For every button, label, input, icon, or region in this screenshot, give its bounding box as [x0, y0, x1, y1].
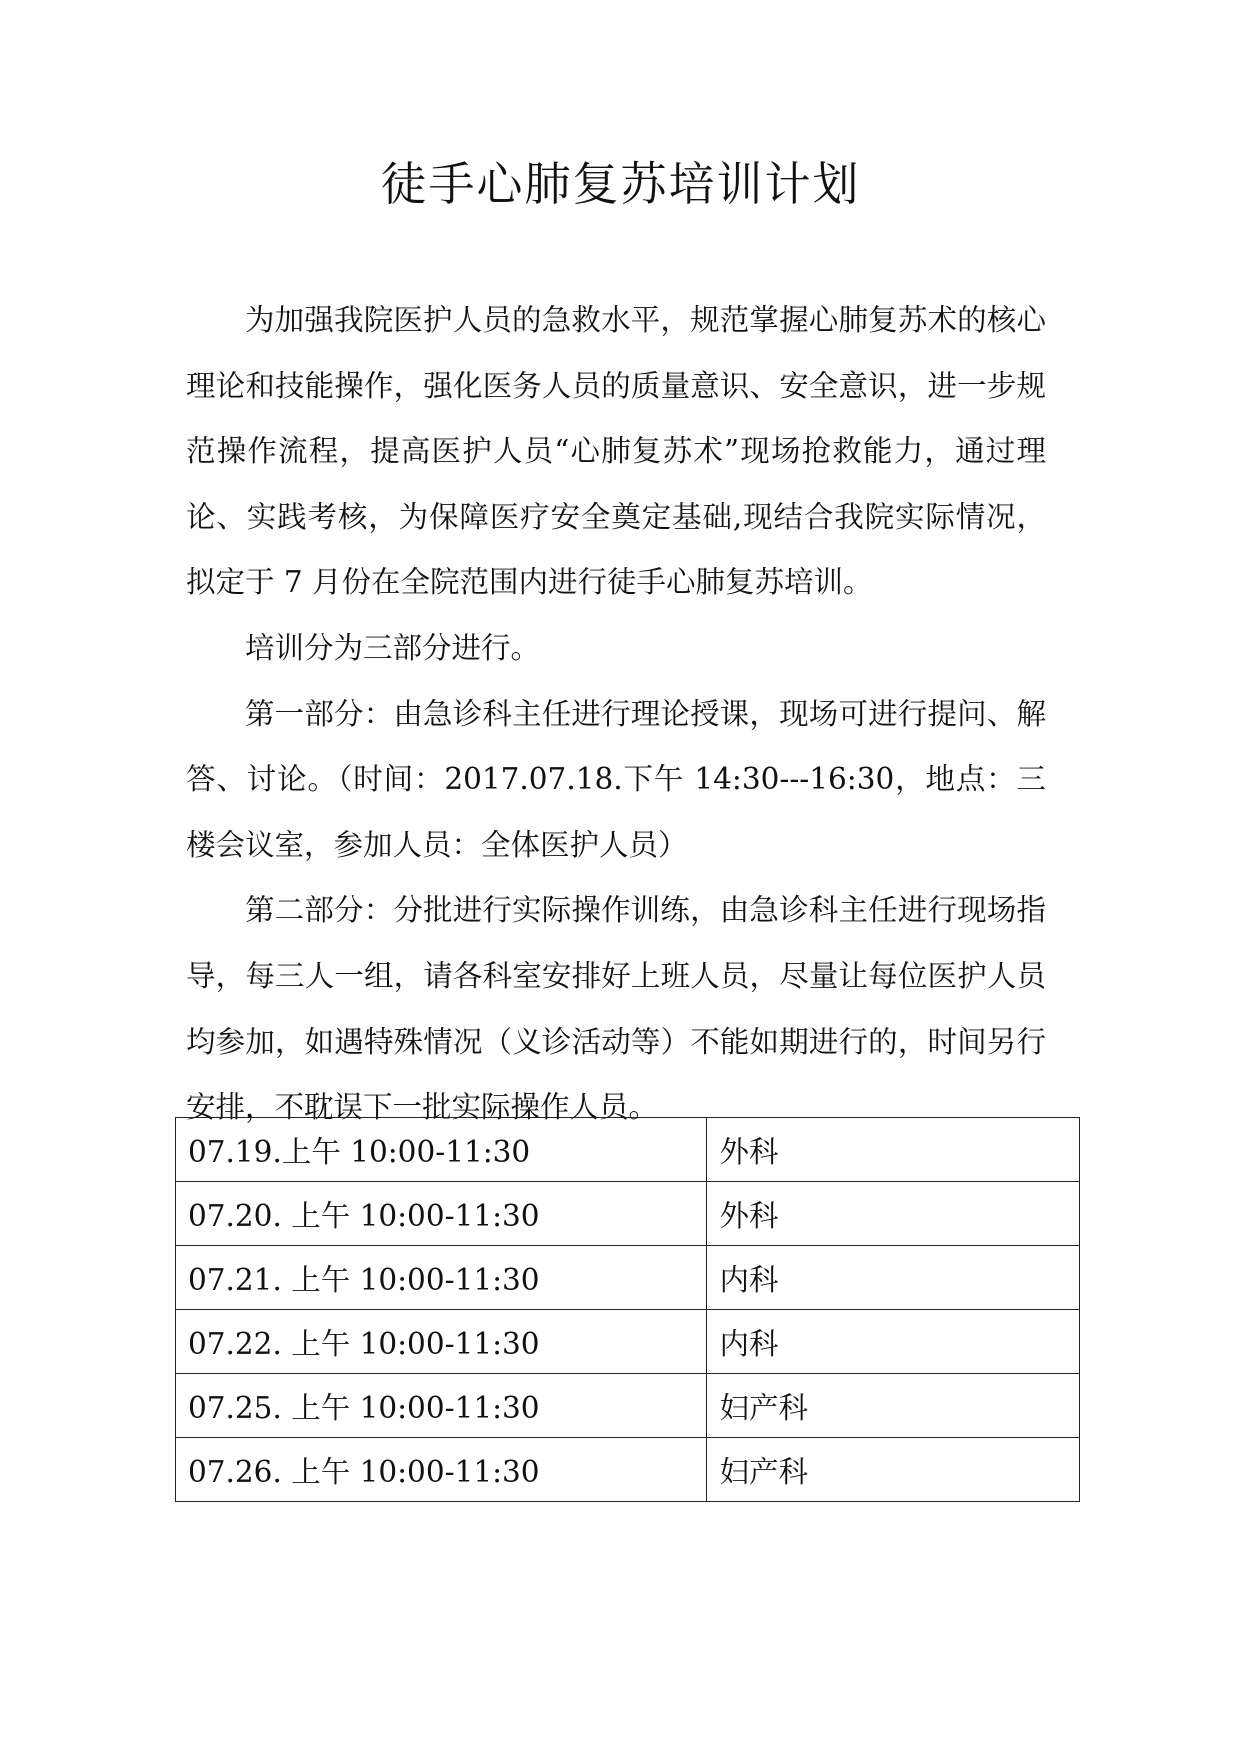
- schedule-department-cell: 外科: [707, 1182, 1080, 1246]
- part-two-paragraph: 第二部分：分批进行实际操作训练，由急诊科主任进行现场指导，每三人一组，请各科室安排好上班人员，尽量让每位医护人员均参加，如遇特殊情况（义诊活动等）不能如期进行的，时间另行安排，不耽误下一批实际操作人员。: [186, 893, 1046, 1125]
- page-title: 徒手心肺复苏培训计划: [380, 157, 861, 211]
- table-row: [176, 1118, 1080, 1182]
- table-row: [176, 1182, 1080, 1246]
- table-row: [176, 1438, 1080, 1502]
- table-row: [176, 1310, 1080, 1374]
- intro-paragraph: 为加强我院医护人员的急救水平，规范掌握心肺复苏术的核心理论和技能操作，强化医务人员的质量意识、安全意识，进一步规范操作流程，提高医护人员“心肺复苏术”现场抢救能力，通过理论、实践考核，为保障医疗安全奠定基础,现结合我院实际情况，拟定于 7 月份在全院范围内进行徒手心肺复苏培训。: [186, 303, 1046, 600]
- schedule-department-cell: 妇产科: [707, 1438, 1080, 1502]
- schedule-department-cell: 内科: [707, 1246, 1080, 1310]
- schedule-time-cell: 07.25. 上午 10:00-11:30: [176, 1374, 707, 1438]
- document-body: [186, 288, 1046, 1141]
- schedule-time-cell: 07.20. 上午 10:00-11:30: [176, 1182, 707, 1246]
- schedule-time-cell: 07.22. 上午 10:00-11:30: [176, 1310, 707, 1374]
- part-one-paragraph: 第一部分：由急诊科主任进行理论授课，现场可进行提问、解答、讨论。（时间：2017.07.18.下午 14:30---16:30，地点：三楼会议室，参加人员：全体医护人员）: [186, 696, 1046, 862]
- schedule-time-cell: 07.21. 上午 10:00-11:30: [176, 1246, 707, 1310]
- table-row: [176, 1374, 1080, 1438]
- schedule-time-cell: 07.26. 上午 10:00-11:30: [176, 1438, 707, 1502]
- schedule-department-cell: 外科: [707, 1118, 1080, 1182]
- schedule-department-cell: 妇产科: [707, 1374, 1080, 1438]
- schedule-table: [175, 1117, 1080, 1502]
- schedule-time-cell: 07.19.上午 10:00-11:30: [176, 1118, 707, 1182]
- overview-paragraph: 培训分为三部分进行。: [245, 630, 541, 665]
- table-row: [176, 1246, 1080, 1310]
- schedule-department-cell: 内科: [707, 1310, 1080, 1374]
